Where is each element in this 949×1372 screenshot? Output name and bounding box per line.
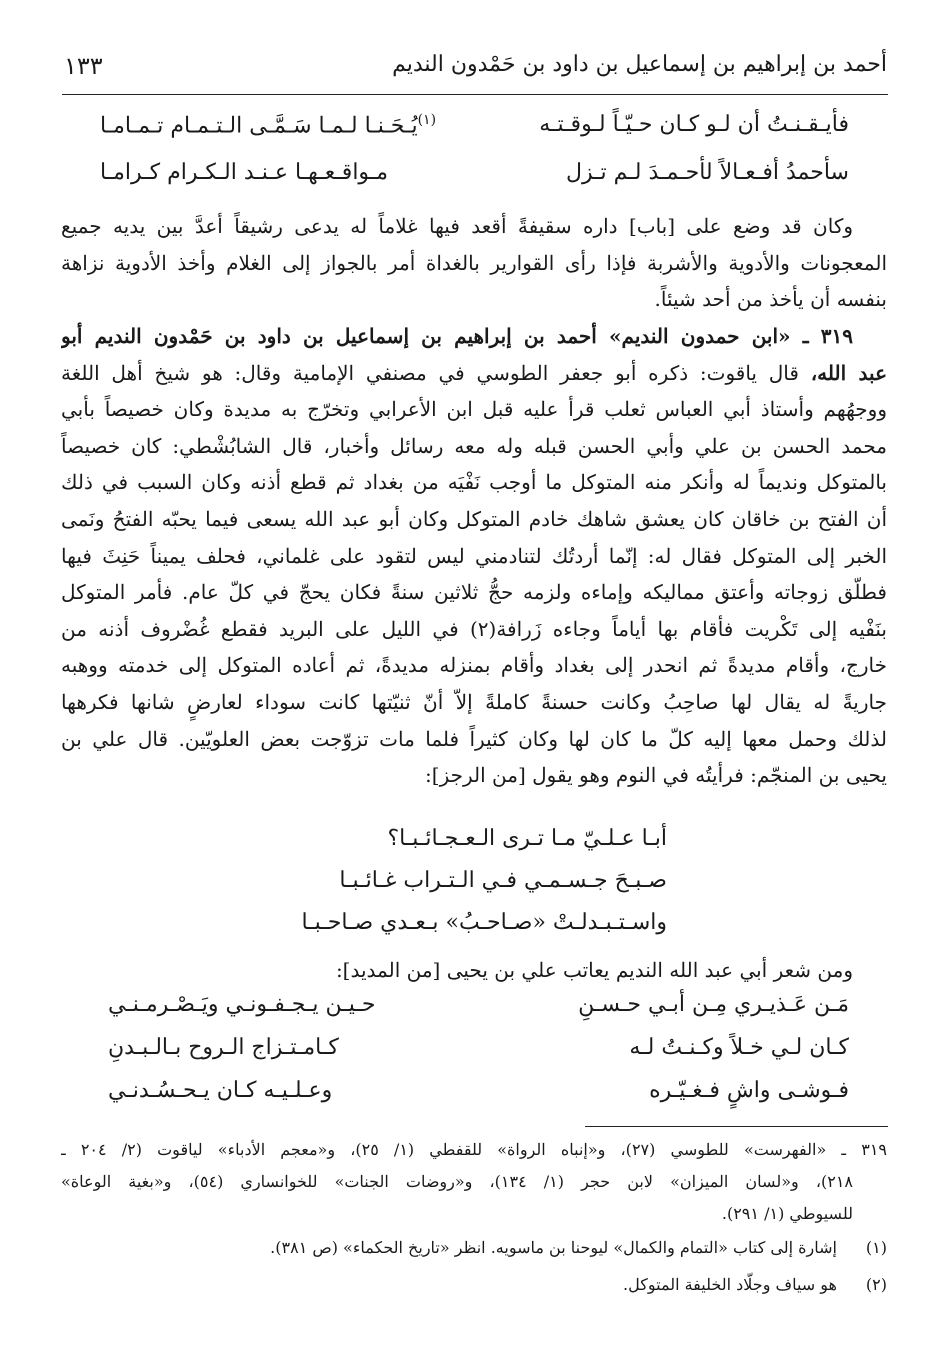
text-line: ووجهُهم وأستاذ أبي العباس ثعلب قرأ عليه قبل ابن الأعرابي وتخرّج به مديدة وكان خصيصاً بأبي (61, 397, 887, 422)
running-title: أحمد بن إبراهيم بن إسماعيل بن داود بن حَمْدون النديم (392, 52, 887, 77)
paragraph-rashiq (61, 208, 887, 318)
madid-verse-1-second: حـيـن يـجـفـونـي ويَـصْـرمـنـي (108, 992, 376, 1017)
note-1 (270, 1238, 887, 1257)
text-line: الخبر إلى المتوكل فقال له: إنّما أردتُك لتنادمني ليس لتقود على غلماني، فحلف يميناً حَنِثَ فيها (61, 543, 887, 568)
madid-verse-1-first: مَـن عَـذيـري مِـن أبـي حـسـنِ (578, 992, 849, 1017)
text-line: بالمتوكل ونديماً له وأنكر منه المتوكل ما أوجب نَفْيَه من بغداد ثم قطع أذنه وكان السبب في ذلك (61, 470, 887, 495)
verse-2-second-hemistich: مـواقـعـهـا عـنـد الـكـرام كـرامـا (100, 160, 389, 185)
rajaz-verse-1: أبـا عـلـيّ مـا تـرى الـعـجـائـبـا؟ (387, 826, 667, 851)
note-number: (٢) (865, 1275, 887, 1294)
text-line: فطلّق زوجاته وأعتق مماليكه وإماءه ولزمه حجُّ ثلاثين سنةً فكان يحجّ في كلّ عام. فأمر المتوكل (61, 580, 887, 605)
header-rule (62, 94, 888, 95)
text-line: وكان قد وضع على [باب] داره سقيفةً أقعد فيها غلاماً له يدعى رشيقاً أعدَّ بين يديه جميع (61, 214, 853, 238)
verse-1-first-hemistich: فأيـقـنـتُ أن لـو كـان حـيّـاً لـوقـتـه (539, 112, 849, 137)
rajaz-verse-3: واسـتـبـدلـتْ «صـاحـبُ» بـعـدي صـاحـبـا (301, 910, 667, 935)
verse-2-first-hemistich: سأحمدُ أفـعـالاً لأحـمـدَ لـم تـزل (565, 160, 849, 185)
text-line: يحيى بن المنجّم: فرأيتُه في النوم وهو يقول [من الرجز]: (425, 763, 887, 788)
text-line: خارج، وأقام مديدةً ثم انحدر إلى بغداد وأقام بمنزله مديدةً، ثم أعاده المتوكل إلى خدمته ووهبه (61, 653, 887, 678)
footnote-marker: (١) (417, 112, 437, 128)
text-line: محمد الحسن بن علي وأبي الحسن قبله وله معه رسائل وأخبار، قال الشابُشْطي: كان خصيصاً (61, 433, 887, 458)
madid-verse-3-second: وعـلـيـه كـان يـحـسُـدنـي (108, 1078, 333, 1103)
madid-verse-3-first: فـوشـى واشٍ فـغـيّـره (649, 1078, 849, 1103)
verse-1-second-hemistich: $^{(١)}$يُـحَـنـا لـمـا سَـمَّـى الـتـمـام تـمـامـا (100, 112, 437, 139)
text-line: بنَفْيه إلى تَكْريت فأقام بها أياماً وجاءه زَرافة(٢) في الليل على البريد فقطع غُضْروف أذنه من (61, 616, 887, 641)
text-line: لذلك وحمل معها إليه كلّ ما كان لها وكان كثيراً فلما مات تزوّجت بعض العلويّين. قال علي بن (61, 726, 887, 751)
text-line: بنفسه أن يأخذ من أحد شيئاً. (654, 287, 887, 312)
page-number: ١٣٣ (64, 52, 103, 80)
footnote-line: ٣١٩ ـ «الفهرست» للطوسي (٢٧)، و«إنباه الرواة» للقفطي (١/ ٢٥)، و«معجم الأدباء» لياقوت (٢/ ٢٠٤ ـ (61, 1140, 887, 1159)
sources-footnote (61, 1134, 887, 1230)
text-line: المعجونات والأدوية والأشربة فإذا رأى القوارير بالغداة أمر بالجواز إلى الغلام وأخذ الأدوية نزاهة (61, 250, 887, 275)
note-text: إشارة إلى كتاب «التمام والكمال» ليوحنا بن ماسويه. انظر «تاريخ الحكماء» (ص ٣٨١). (270, 1238, 837, 1257)
note-text: هو سياف وجلّاد الخليفة المتوكل. (623, 1275, 837, 1294)
note-number: (١) (865, 1238, 887, 1257)
footnote-rule (585, 1126, 888, 1127)
madid-verse-2-second: كـامـتـزاج الـروح بـالـبـدنِ (108, 1035, 339, 1060)
entry-heading-cont: عبد الله، (810, 360, 887, 385)
entry-319 (61, 318, 887, 794)
text-line: ومن شعر أبي عبد الله النديم يعاتب علي بن يحيى [من المديد]: (335, 958, 853, 982)
madid-intro (61, 952, 887, 989)
entry-heading: ٣١٩ ـ «ابن حمدون النديم» أحمد بن إبراهيم بن إسماعيل بن داود بن حَمْدون النديم أبو (61, 324, 853, 348)
note-2 (623, 1275, 887, 1294)
text-line: أن الفتح بن خاقان كان يعشق شاهك خادم المتوكل وكان أبو عبد الله يسعى فيما يحبّه الفتحُ ونَمى (61, 506, 887, 531)
rajaz-verse-2: صـبـحَ جـسـمـي فـي الـتـراب غـائـبـا (339, 868, 667, 893)
text-line: عبد الله، قال ياقوت: ذكره أبو جعفر الطوسي في مصنفي الإمامية وقال: هو شيخ أهل اللغة (61, 360, 887, 385)
text-line: جاريةً له يقال لها صاحِبُ وكانت حسنةً كاملةً إلاّ أنّ ثنيّتها كانت سوداء لعارضٍ شانها فكرهها (61, 689, 887, 714)
madid-verse-2-first: كـان لـي خـلاً وكـنـتُ لـه (629, 1035, 849, 1060)
footnote-line: للسيوطي (١/ ٢٩١). (721, 1204, 853, 1223)
footnote-line: ٢١٨)، و«لسان الميزان» لابن حجر (١/ ١٣٤)، و«روضات الجنات» للخوانساري (٥٤)، و«بغية الوعاة» (61, 1172, 854, 1191)
